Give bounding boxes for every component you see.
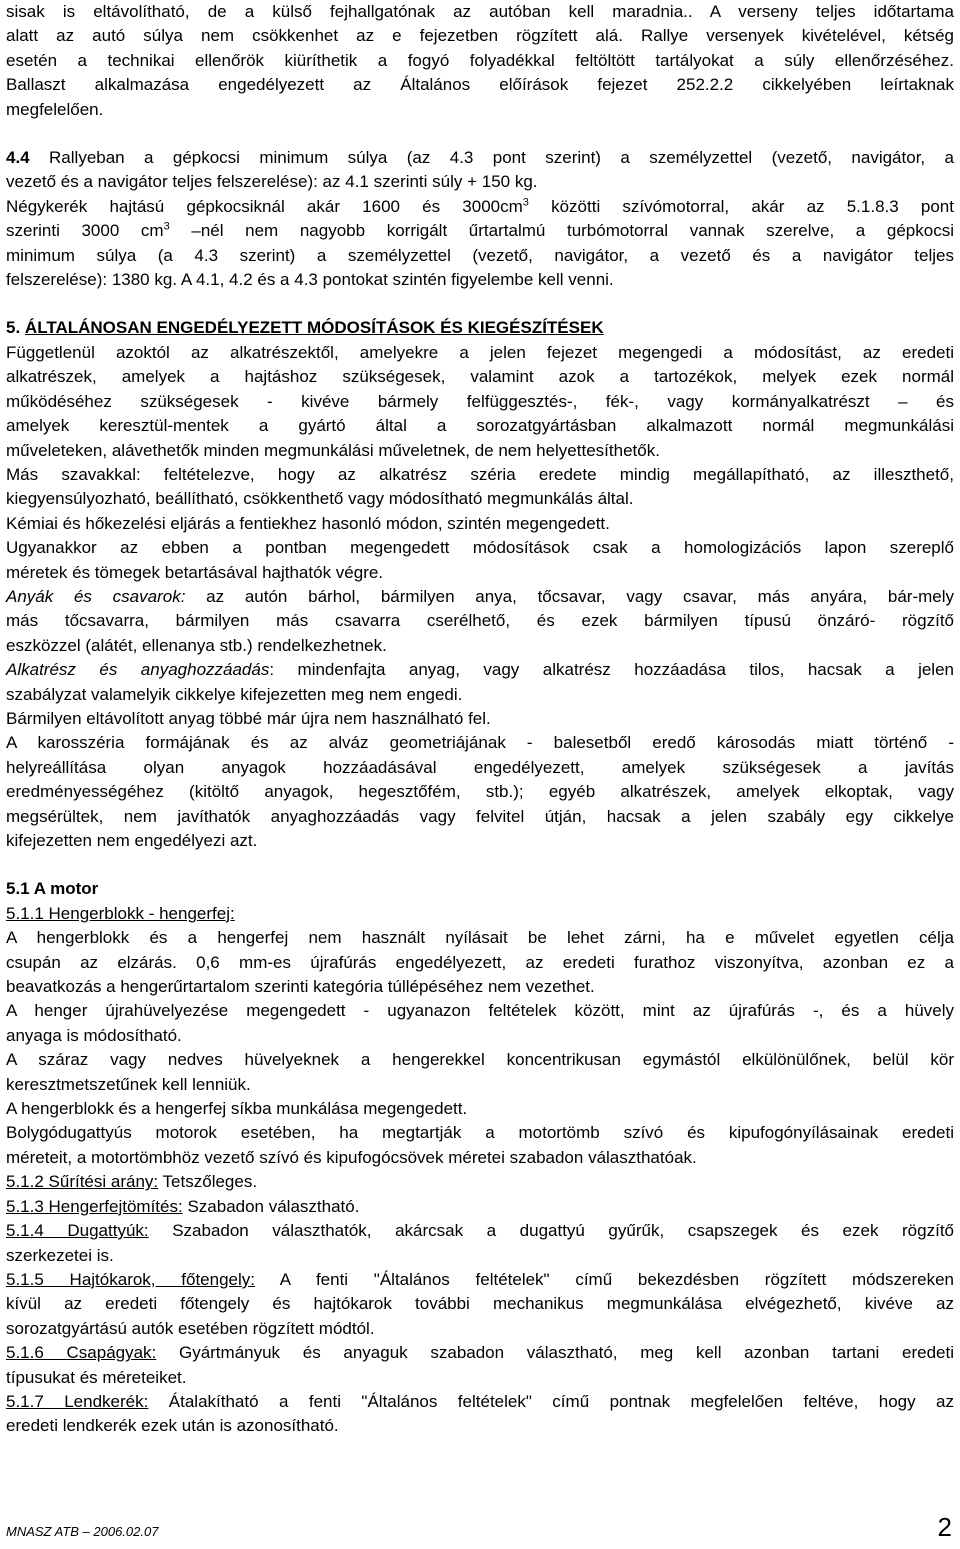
- s5-p1-line: működéséhez szükségesek - kivéve bármely felfüggesztés-, fék-, vagy kormányalkatrészt – és: [6, 391, 954, 411]
- section-5-1-7-line-1: 5.1.7 Lendkerék: Átalakítható a fenti "Általános feltételek" című pontnak megfelelően feltéve, hogy az: [6, 1391, 955, 1411]
- s5-p1-last: műveleteken, alávethetők minden megmunkálási műveletnek, de nem helyettesíthetők.: [6, 440, 660, 460]
- s5-p1-line: Függetlenül azoktól az alkatrészektől, amelyekre a jelen fejezet megengedi a módosítást, az eredeti: [6, 342, 954, 362]
- nuts-line-2: más tőcsavarra, bármilyen más csavarra cserélhető, és ezek bármilyen típusú önzáró- rögzítő: [6, 611, 954, 631]
- intro-line-3: esetén a technikai ellenőrök kiüríthetik a fogyó folyadékkal feltöltött tartályokat a súly ellenőrzéséhez.: [6, 50, 954, 70]
- section-5-1-5-line-2: kívül az eredeti főtengely és hajtókarok további mechanikus megmunkálása elvégezhető, kivéve az: [6, 1294, 954, 1314]
- body-repair-line: helyreállítása olyan anyagok hozzáadásával engedélyezett, amelyek szükségesek a javítás: [6, 757, 954, 777]
- s5-p2-line: Más szavakkal: feltételezve, hogy az alkatrész széria eredete mindig megállapítható, az illeszthető,: [6, 464, 954, 484]
- document-page: [6, 0, 954, 1439]
- body-repair-line: megsérültek, nem javíthatók anyaghozzáadás vagy felvitel útján, hacsak a jelen szabály egy cikkelye: [6, 806, 954, 826]
- section-5-1-1-title: 5.1.1 Hengerblokk - hengerfej:: [6, 903, 235, 923]
- section-4-4-number: 4.4: [6, 148, 30, 168]
- intro-line-2: alatt az autó súlya nem csökkenhet az e fejezetben rögzített alá. Rallye versenyek kivételével, kétség: [6, 26, 954, 46]
- section-4-4-line-4: szerinti 3000 $cm^3$ –nél nem nagyobb korrigált űrtartalmú turbómotorral vannak szerelve, a gépkocsi: [6, 220, 954, 241]
- footer-document-id: MNASZ ATB – 2006.02.07: [6, 1524, 159, 1539]
- s5-p1-line: alkatrészek, amelyek a hajtáshoz szükségesek, valamint azok a tartozékok, melyek ezek normál: [6, 367, 954, 387]
- section-4-4-line-5: minimum súlya (a 4.3 szerint) a személyzettel (vezető, navigátor, a vezető és a navigátor teljes: [6, 245, 954, 265]
- s511-p1-line: csupán az elzárás. 0,6 mm-es újrafúrás engedélyezett, az eredeti furathoz viszonyítva, azonban ez a: [6, 952, 954, 972]
- s511-p3: A száraz vagy nedves hüvelyeknek a hengerekkel koncentrikusan egymástól elkülönülőnek, belül kör: [6, 1050, 954, 1070]
- section-5-1-4-line-2: szerkezetei is.: [6, 1245, 114, 1265]
- s5-p4: Ugyanakkor az ebben a pontban megengedett módosítások csak a homologizációs lapon szereplő: [6, 538, 954, 558]
- section-5-1-5-line-3: sorozatgyártású autók esetében rögzített módtól.: [6, 1318, 375, 1338]
- section-5-1-6-line-2: típusukat és méreteiket.: [6, 1367, 187, 1387]
- s511-p5-last: méreteit, a motortömbhöz vezető szívó és kipufogócsövek méretei szabadon választhatóak.: [6, 1147, 697, 1167]
- removed-material: Bármilyen eltávolított anyag többé már újra nem használható fel.: [6, 708, 491, 728]
- body-repair-line: A karosszéria formájának és az alváz geometriájának - balesetből eredő károsodás miatt történő -: [6, 733, 954, 753]
- intro-line-1: sisak is eltávolítható, de a külső fejhallgatónak az autóban kell maradnia.. A verseny teljes időtartama: [6, 2, 954, 21]
- s511-p4: A hengerblokk és a hengerfej síkba munkálása megengedett.: [6, 1099, 468, 1119]
- section-5-1-2: 5.1.2 Sűrítési arány: Tetszőleges.: [6, 1172, 258, 1192]
- body-repair-last: kifejezetten nem engedélyezi azt.: [6, 831, 258, 850]
- s511-p2-last: anyaga is módosítható.: [6, 1025, 182, 1045]
- section-5-heading: 5. ÁLTALÁNOSAN ENGEDÉLYEZETT MÓDOSÍTÁSOK ÉS KIEGÉSZÍTÉSEK: [6, 318, 604, 338]
- addition-line-2: szabályzat valamelyik cikkelye kifejezetten meg nem engedi.: [6, 684, 463, 704]
- s511-p3-last: keresztmetszetűnek kell lenniük.: [6, 1074, 251, 1094]
- superscript: 3: [163, 220, 170, 233]
- nuts-label: Anyák és csavarok:: [6, 586, 186, 606]
- s511-p2: A henger újrahüvelyezése megengedett - ugyanazon feltételek között, mint az újrafúrás -, és a hüvely: [6, 1001, 954, 1021]
- section-5-title: ÁLTALÁNOSAN ENGEDÉLYEZETT MÓDOSÍTÁSOK ÉS KIEGÉSZÍTÉSEK: [24, 318, 604, 338]
- page-number: 2: [937, 1512, 952, 1542]
- s511-p5: Bolygódugattyús motorok esetében, ha megtartják a motortömb szívó és kipufogónyílásainak eredeti: [6, 1123, 954, 1143]
- superscript: 3: [522, 196, 529, 209]
- s5-p1-line: amelyek keresztül-mentek a gyártó által a sorozatgyártásban alkalmazott normál megmunkálási: [6, 416, 954, 436]
- addition-label: Alkatrész és anyaghozzáadás: [6, 660, 270, 680]
- addition-line-1: Alkatrész és anyaghozzáadás: mindenfajta anyag, vagy alkatrész hozzáadása tilos, hacsak a jelen: [6, 660, 954, 680]
- section-5-1-4-line-1: 5.1.4 Dugattyúk: Szabadon választhatók, akárcsak a dugattyú gyűrűk, csapszegek és ezek rögzítő: [6, 1221, 954, 1241]
- s5-p4-last: méretek és tömegek betartásával hajthatók végre.: [6, 562, 384, 582]
- section-5-1-3: 5.1.3 Hengerfejtömítés: Szabadon választható.: [6, 1196, 360, 1216]
- section-5-1-6-line-1: 5.1.6 Csapágyak: Gyártmányuk és anyaguk szabadon választható, meg kell azonban tartani eredeti: [6, 1343, 954, 1363]
- section-5-1-heading: 5.1 A motor: [6, 879, 99, 899]
- s5-p2-last: kiegyensúlyozható, beállítható, csökkenthető vagy módosítható megmunkálás által.: [6, 489, 634, 509]
- intro-line-5: megfelelően.: [6, 99, 104, 119]
- s511-p1-last: beavatkozás a hengerűrtartalom szerinti kategória túllépéséhez nem vezethet.: [6, 977, 595, 997]
- body-repair-line: eredményességéhez (kitöltő anyagok, hegesztőfém, stb.); egyéb alkatrészek, amelyek elkoptak, vagy: [6, 782, 954, 802]
- section-4-4-text: Rallyeban a gépkocsi minimum súlya (az 4.3 pont szerint) a személyzettel (vezető, navigátor, a: [49, 148, 954, 168]
- section-4-4-line-6: felszerelése): 1380 kg. A 4.1, 4.2 és a 4.3 pontokat szintén figyelembe kell venni.: [6, 270, 614, 290]
- nuts-line-1: Anyák és csavarok: az autón bárhol, bármilyen anya, tőcsavar, vagy csavar, más anyára, bár-mely: [6, 586, 954, 606]
- s5-p3: Kémiai és hőkezelési eljárás a fentiekhez hasonló módon, szintén megengedett.: [6, 513, 610, 533]
- section-4-4-line-3: Négykerék hajtású gépkocsiknál akár 1600 és $3000cm^3$ közötti szívómotorral, akár az 5.1.8.3 pont: [6, 196, 954, 216]
- nuts-line-3: eszközzel (alátét, ellenanya stb.) rendelkezhetnek.: [6, 635, 387, 655]
- section-5-1-7-line-2: eredeti lendkerék ezek után is azonosítható.: [6, 1416, 339, 1436]
- section-5-1-5-line-1: 5.1.5 Hajtókarok, főtengely: A fenti "Általános feltételek" című bekezdésben rögzített módszereken: [6, 1269, 954, 1289]
- section-4-4-line-2: vezető és a navigátor teljes felszerelése): az 4.1 szerinti súly + 150 kg.: [6, 172, 538, 192]
- s511-p1-line: A hengerblokk és a hengerfej nem használt nyílásait be lehet zárni, ha e művelet egyetlen célja: [6, 928, 954, 948]
- section-4-4-line-1: [6, 146, 954, 170]
- intro-line-4: Ballaszt alkalmazása engedélyezett az Általános előírások fejezet 252.2.2 cikkelyében leírtaknak: [6, 75, 954, 95]
